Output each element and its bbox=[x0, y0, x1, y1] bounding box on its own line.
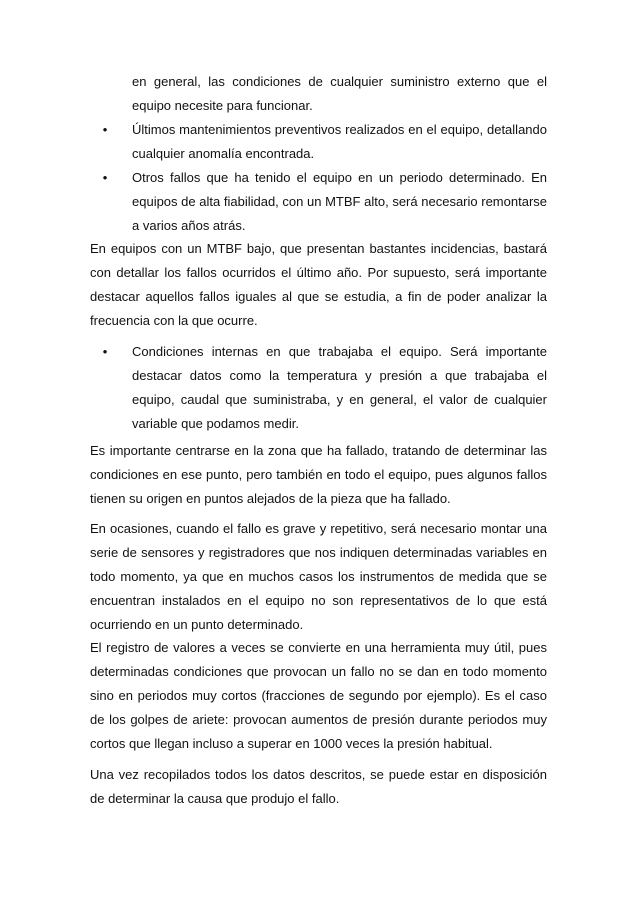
bullet-item-otros-fallos bbox=[90, 166, 547, 238]
paragraph-registro: El registro de valores a veces se convierte en una herramienta muy útil, pues determinadas condiciones que provocan un fallo no se dan en todo momento sino en periodos muy cortos (fracciones de segundo por ejemplo). Es el caso de los golpes de ariete: provocan aumentos de presión durante periodos muy cortos que llegan incluso a superar en 1000 veces la presión habitual. bbox=[90, 640, 547, 751]
paragraph-final: Una vez recopilados todos los datos descritos, se puede estar en disposición de determinar la causa que produjo el fallo. bbox=[90, 767, 547, 806]
continuation-text: en general, las condiciones de cualquier suministro externo que el equipo necesite para funcionar. bbox=[132, 74, 547, 113]
bullet-item-mantenimientos bbox=[90, 118, 547, 166]
bullet-continuation bbox=[90, 70, 547, 118]
bullet-icon: • bbox=[102, 344, 108, 359]
bullet-text: Otros fallos que ha tenido el equipo en un periodo determinado. En equipos de alta fiabilidad, con un MTBF alto, será necesario remontarse a varios años atrás. bbox=[132, 170, 547, 233]
bullet-text: Últimos mantenimientos preventivos realizados en el equipo, detallando cualquier anomalía encontrada. bbox=[132, 122, 547, 161]
paragraph-zona: Es importante centrarse en la zona que ha fallado, tratando de determinar las condiciones en ese punto, pero también en todo el equipo, pues algunos fallos tienen su origen en puntos alejados de la pieza que ha fallado. bbox=[90, 443, 547, 506]
bullet-icon: • bbox=[102, 122, 108, 137]
bullet-icon: • bbox=[102, 170, 108, 185]
paragraph-sensores: En ocasiones, cuando el fallo es grave y repetitivo, será necesario montar una serie de sensores y registradores que nos indiquen determinadas variables en todo momento, ya que en muchos casos los instrumentos de medida que se encuentran instalados en el equipo no son representativos de lo que está ocurriendo en un punto determinado. bbox=[90, 521, 547, 632]
bullet-text: Condiciones internas en que trabajaba el equipo. Será importante destacar datos como la temperatura y presión a que trabajaba el equipo, caudal que suministraba, y en general, el valor de cualquier variable que podamos medir. bbox=[132, 344, 547, 431]
paragraph-mtbf: En equipos con un MTBF bajo, que presentan bastantes incidencias, bastará con detallar los fallos ocurridos el último año. Por supuesto, será importante destacar aquellos fallos iguales al que se estudia, a fin de poder analizar la frecuencia con la que ocurre. bbox=[90, 241, 547, 328]
bullet-item-condiciones-internas bbox=[90, 340, 547, 436]
